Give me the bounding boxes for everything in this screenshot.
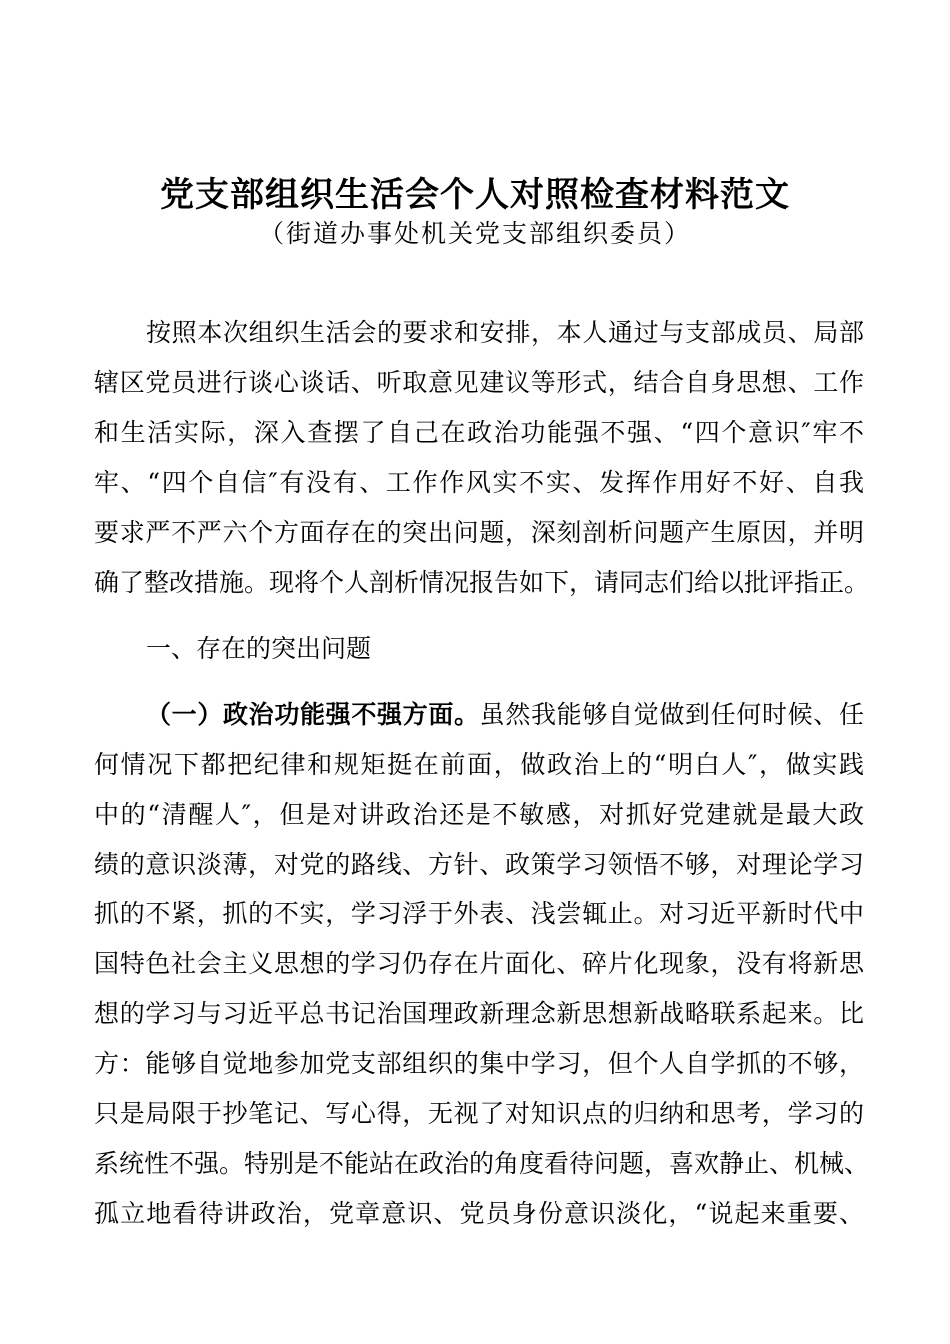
subsection-first-line-text: 虽然我能够自觉做到任何时候、任 (479, 700, 864, 729)
body-line: 中的“清醒人″，但是对讲政治还是不敏感，对抓好党建就是最大政 (94, 800, 864, 829)
body-line: 抓的不紧，抓的不实，学习浮于外表、浅尝辄止。对习近平新时代中 (94, 899, 864, 928)
intro-line: 和生活实际，深入查摆了自己在政治功能强不强、“四个意识″牢不 (94, 418, 864, 447)
body-line: 绩的意识淡薄，对党的路线、方针、政策学习领悟不够，对理论学习 (94, 850, 864, 879)
intro-line: 辖区党员进行谈心谈话、听取意见建议等形式，结合自身思想、工作 (94, 368, 864, 397)
body-line: 系统性不强。特别是不能站在政治的角度看待问题，喜欢静止、机械、 (94, 1149, 870, 1178)
intro-line: 按照本次组织生活会的要求和安排，本人通过与支部成员、局部 (146, 318, 864, 347)
document-title: 党支部组织生活会个人对照检查材料范文 (160, 175, 790, 215)
body-line: 想的学习与习近平总书记治国理政新理念新思想新战略联系起来。比 (94, 999, 864, 1028)
subsection-first-line (146, 698, 864, 732)
section-heading: 一、存在的突出问题 (146, 634, 372, 663)
document-subtitle: （街道办事处机关党支部组织委员） (258, 219, 691, 248)
body-line: 国特色社会主义思想的学习仍存在片面化、碎片化现象，没有将新思 (94, 949, 864, 978)
body-line: 只是局限于抄笔记、写心得，无视了对知识点的归纳和思考，学习的 (94, 1099, 864, 1128)
body-line: 孤立地看待讲政治，党章意识、党员身份意识淡化，“说起来重要、 (94, 1199, 864, 1228)
intro-line: 要求严不严六个方面存在的突出问题，深刻剖析问题产生原因，并明 (94, 518, 864, 547)
intro-line: 确了整改措施。现将个人剖析情况报告如下，请同志们给以批评指正。 (94, 568, 870, 597)
intro-line: 牢、“四个自信″有没有、工作作风实不实、发挥作用好不好、自我 (94, 468, 864, 497)
body-line: 方：能够自觉地参加党支部组织的集中学习，但个人自学抓的不够， (94, 1049, 864, 1078)
body-line: 何情况下都把纪律和规矩挺在前面，做政治上的“明白人″，做实践 (94, 750, 864, 779)
subsection-lead: （一）政治功能强不强方面。 (146, 700, 480, 729)
